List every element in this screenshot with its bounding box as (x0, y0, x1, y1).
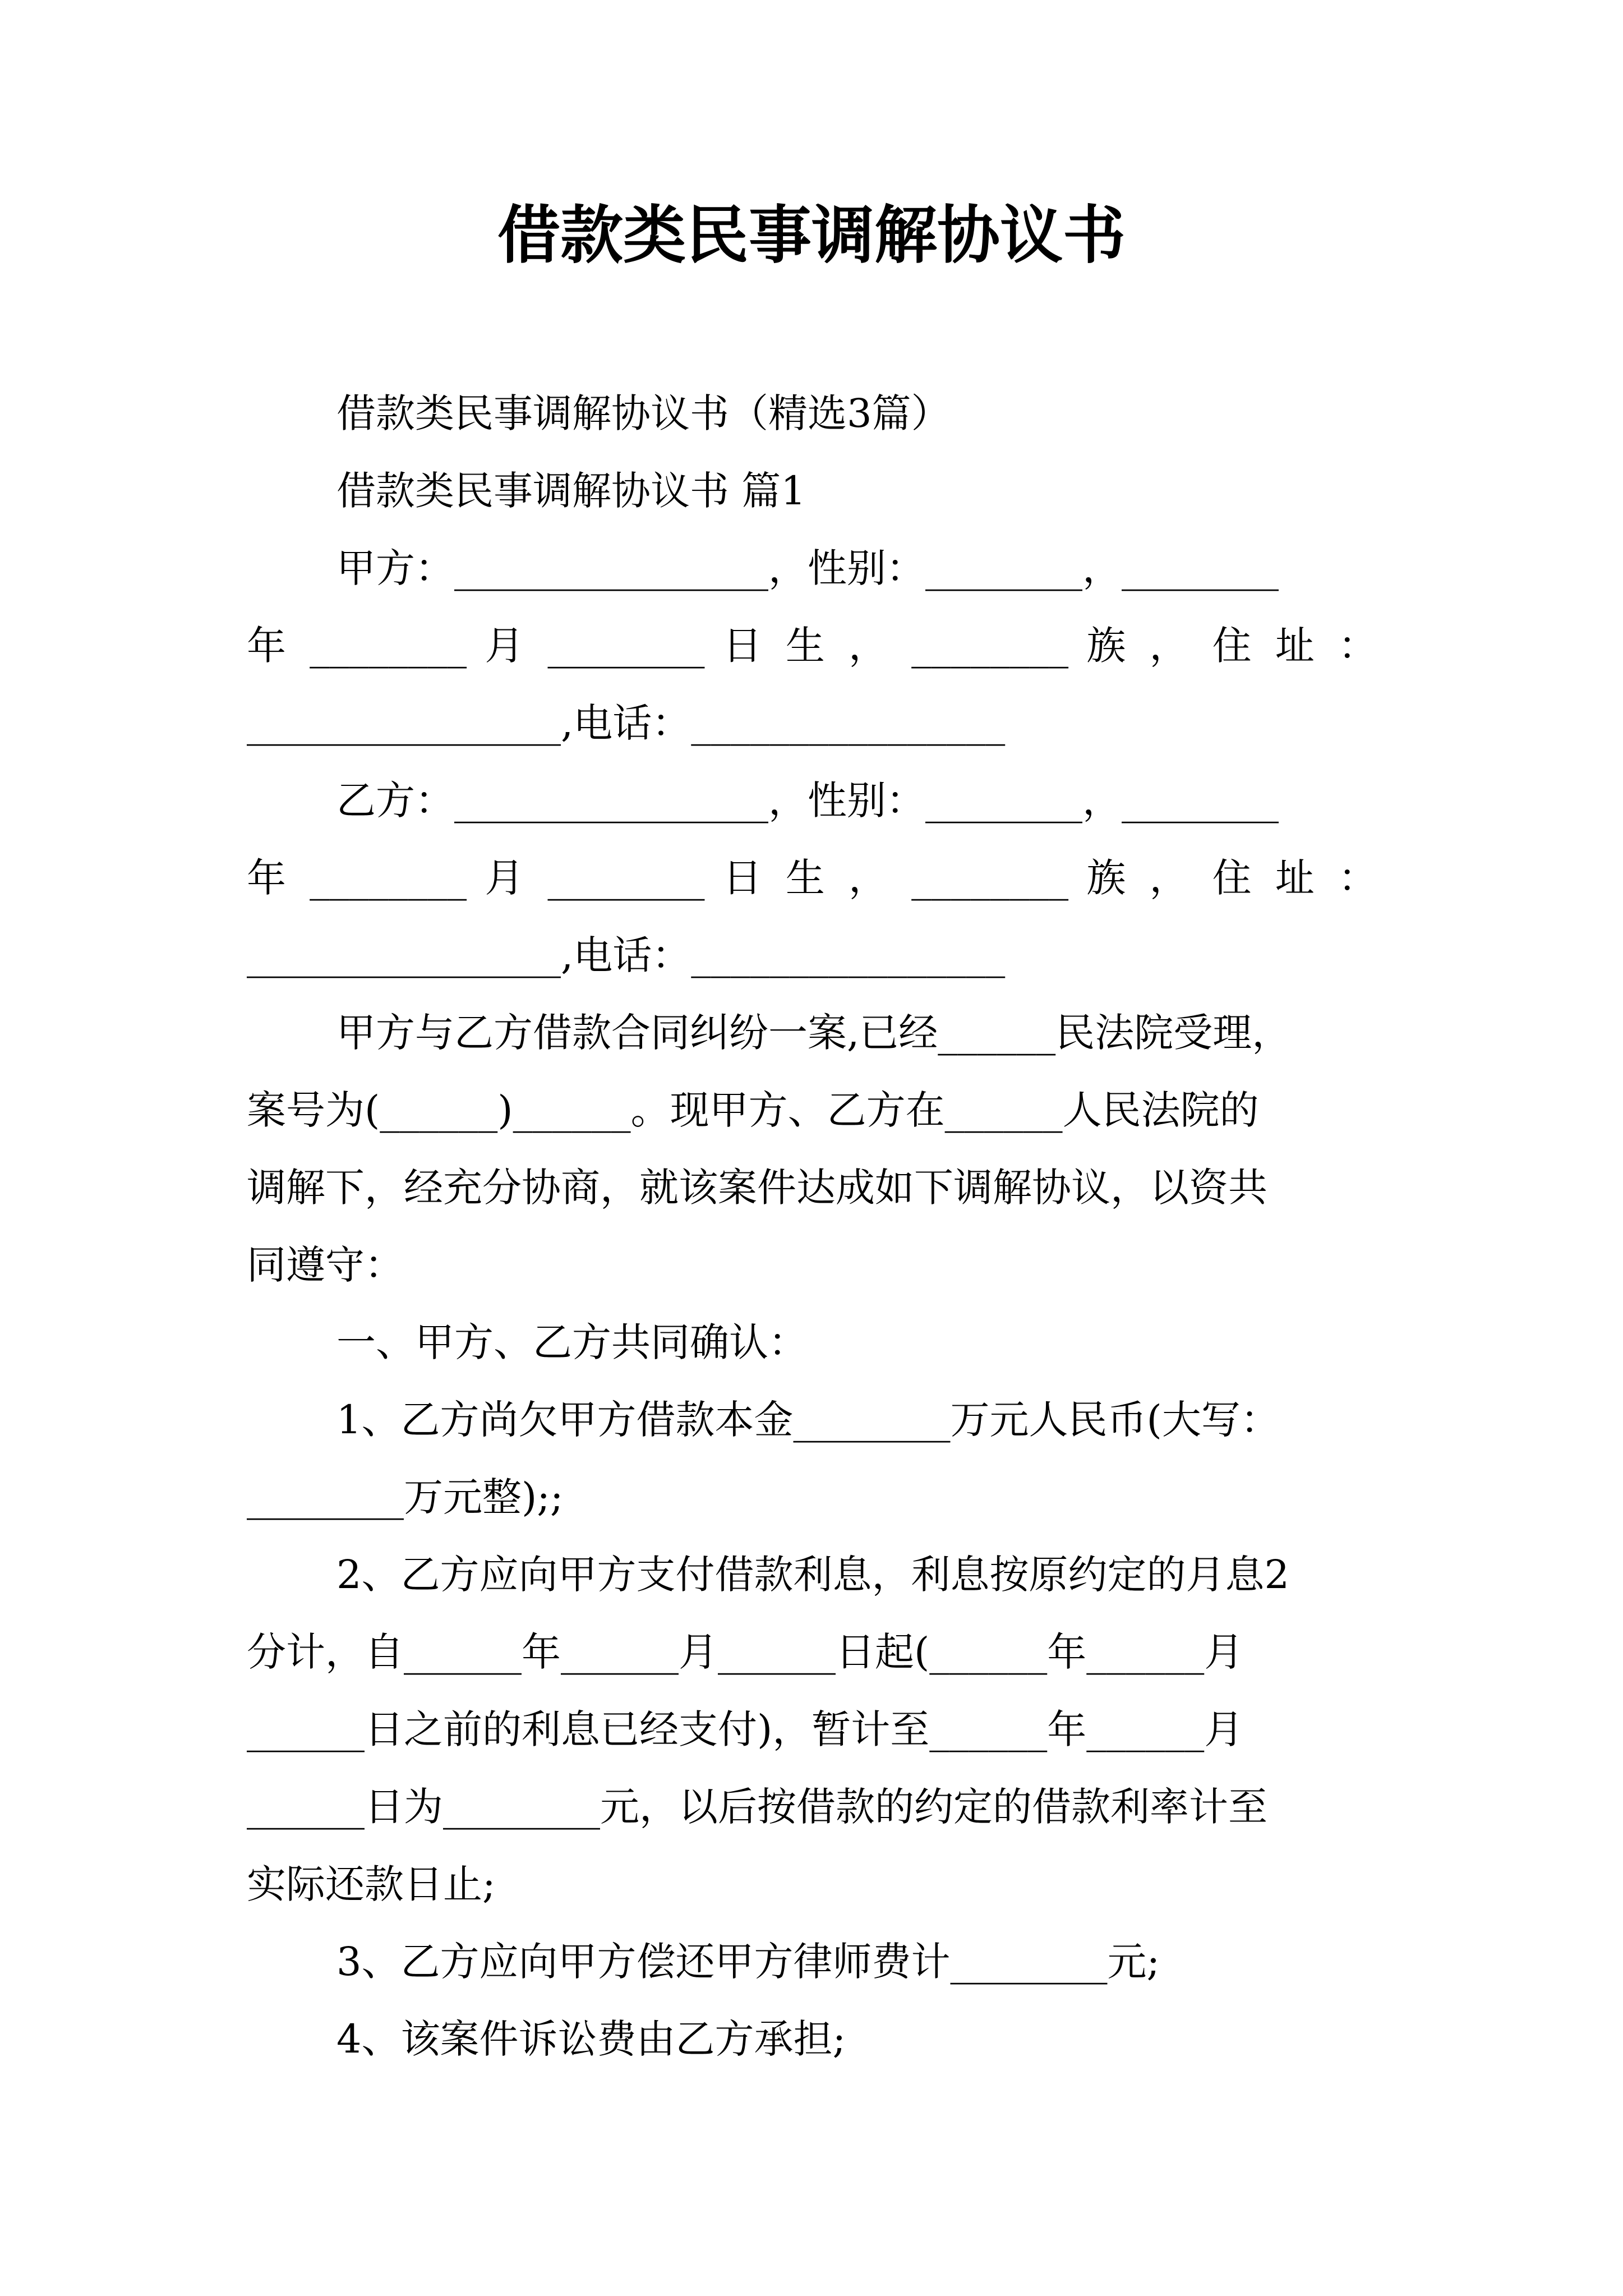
clause-2-line: ______日之前的利息已经支付)，暂计至______年______月 (247, 1706, 1244, 1752)
clause-2-line: 2、乙方应向甲方支付借款利息，利息按原约定的月息2 (336, 1552, 1290, 1598)
paragraph-line: 调解下，经充分协商，就该案件达成如下调解协议，以资共 (247, 1165, 1267, 1211)
party-a-birth-line: 年 ________ 月 ________ 日 生 ， ________ 族 ， 住 址 ： (247, 623, 1377, 669)
subtitle-line: 借款类民事调解协议书（精选3篇） (336, 390, 951, 436)
clause-2-line: 分计，自______年______月______日起(______年______月 (247, 1629, 1244, 1675)
clause-1-line: ________万元整);; (247, 1474, 564, 1520)
paragraph-line: 案号为(______)______。现甲方、乙方在______人民法院的 (247, 1087, 1259, 1133)
document-title: 借款类民事调解协议书 (497, 199, 1126, 272)
party-b-line: 乙方：________________，性别：________，________ (336, 777, 1279, 823)
party-b-birth-line: 年 ________ 月 ________ 日 生 ， ________ 族 ， 住 址 ： (247, 855, 1377, 901)
clause-2-line: ______日为________元，以后按借款的约定的借款利率计至 (247, 1784, 1267, 1830)
clause-heading: 一、甲方、乙方共同确认： (336, 1319, 808, 1365)
party-a-address-line: ________________,电话：________________ (247, 700, 1006, 746)
section-heading: 借款类民事调解协议书 篇1 (336, 468, 806, 514)
clause-4-line: 4、该案件诉讼费由乙方承担; (336, 2016, 846, 2062)
clause-1-line: 1、乙方尚欠甲方借款本金________万元人民币(大写： (336, 1397, 1280, 1443)
clause-3-line: 3、乙方应向甲方偿还甲方律师费计________元; (336, 1939, 1160, 1985)
paragraph-line: 甲方与乙方借款合同纠纷一案,已经______民法院受理， (336, 1010, 1292, 1056)
party-b-address-line: ________________,电话：________________ (247, 932, 1006, 978)
paragraph-line: 同遵守： (247, 1242, 404, 1288)
clause-2-line: 实际还款日止; (247, 1861, 496, 1907)
party-a-line: 甲方：________________，性别：________，________ (336, 545, 1279, 591)
